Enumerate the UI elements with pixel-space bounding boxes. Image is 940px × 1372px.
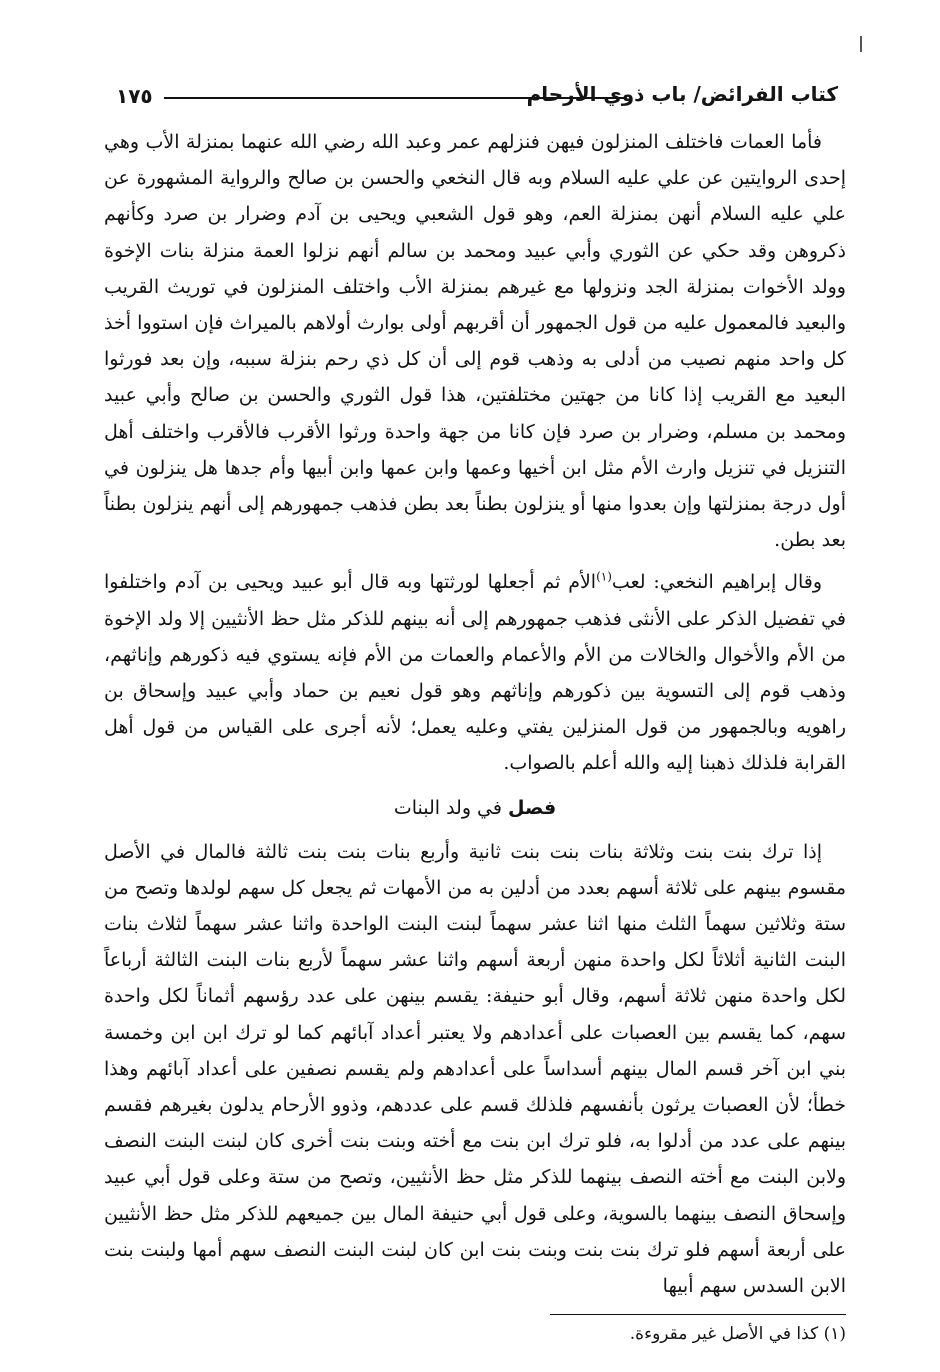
page-corner-mark [860,36,862,52]
footnote-reference: (١) [596,570,612,585]
footnote-text: كذا في الأصل غير مقروءة. [629,1324,819,1344]
footnote-rule [550,1314,846,1315]
section-heading-title: في ولد البنات [393,796,502,819]
section-heading [104,790,846,826]
paragraph-daughters: إذا ترك بنت بنت وثلاثة بنات بنت بنت ثانية وأربع بنات بنت بنت ثالثة فالمال في الأصل مقسوم بينهم على ثلاثة أسهم بعدد من أدلين به من الأمهات ثم يجعل كل سهم لولدها وتصح من ستة وثلاثين سهماً الثلث منها اثنا عشر سهماً لبنت البنت الواحدة واثنا عشر سهماً لثلاث بنات البنت الثانية أثلاثاً لكل واحدة منهن أربعة أسهم واثنا عشر سهماً لأربع بنات البنت الثالثة أرباعاً لكل واحدة منهن ثلاثة أسهم، وقال أبو حنيفة: يقسم بينهن على عدد رؤسهم أثماناً لكل واحدة سهم، كما يقسم بين العصبات على أعدادهم ولا يعتبر أعداد آبائهم كما لو ترك ابن ابن وخمسة بني ابن آخر قسم المال بينهم أسداساً على أعدادهم ولم يقسم نصفين على أعداد آبائهم وهذا خطأ؛ لأن العصبات يرثون بأنفسهم فلذلك قسم على عددهم، وذوو الأرحام يدلون بغيرهم فقسم بينهم على عدد من أدلوا به، فلو ترك ابن بنت مع أخته وبنت بنت أخرى كان لبنت البنت النصف ولابن البنت مع أخته النصف بينهما للذكر مثل حظ الأنثيين، وتصح من ستة وعلى قول أبي عبيد وإسحاق النصف بينهما بالسوية، وعلى قول أبي حنيفة المال بين جميعهم للذكر مثل حظ الأنثيين على أربعة أسهم فلو ترك بنت بنت وبنت بنت ابن كان لبنت البنت النصف سهم أمها ولبنت بنت الابن السدس سهم أبيها [104,840,846,1298]
running-title: كتاب الفرائض/ باب ذوي الأرحام [526,82,838,106]
paragraph-nakhai [104,564,846,781]
paragraph-nakhai-part-2: الأم ثم أجعلها لورثتها وبه قال أبو عبيد ويحيى بن آدم واختلفوا في تفضيل الذكر على الأنثى فذهب جمهورهم إلى أنه بينهم للذكر مثل حظ الأنثيين إلا ولد الإخوة من الأم والأخوال والخالات من الأم والأعمام والعمات من الأم فإنه يستوي فيه ذكورهم وإناثهم، وذهب قوم إلى التسوية بين ذكورهم وإناثهم وهو قول نعيم بن حماد وأبي عبيد وإسحاق بن راهويه وبالجمهور من قول المنزلين يفتي وعليه يعمل؛ لأنه أجرى على القياس من قول أهل القرابة فلذلك ذهبنا إليه والله أعلم بالصواب. [104,571,846,775]
page-number: ١٧٥ [116,84,153,108]
footnote-marker: (١) [823,1324,846,1344]
paragraph-nakhai-part-1: وقال إبراهيم النخعي: لعب [611,571,822,594]
paragraph-aunts: فأما العمات فاختلف المنزلون فيهن فنزلهم عمر وعبد الله رضي الله عنهما بمنزلة الأب وهي إحدى الروايتين عن علي عليه السلام وبه قال النخعي والحسن بن صالح والرواية المشهورة عن علي عليه السلام أنهن بمنزلة العم، وهو قول الشعبي ويحيى بن آدم وضرار بن صرد وكأنهم ذكروهن وقد حكي عن الثوري وأبي عبيد ومحمد بن سالم أنهم نزلوا العمة منزلة بنات الإخوة وولد الأخوات بمنزلة الجد ونزولها مع غيرهم بمنزلة الأب واختلف المنزلون في توريث القريب والبعيد فالمعمول عليه من قول الجمهور أن أقربهم أولى بوارث أولاهم بالميراث فإن استووا أخذ كل واحد منهم نصيب من أدلى به وذهب قوم إلى أن كل ذي رحم بنزلة سببه، وإن بعد فورثوا البعيد مع القريب إذا كانا من جهتين مختلفتين، هذا قول الثوري والحسن بن صالح وأبي عبيد ومحمد بن مسلم، وضرار بن صرد فإن كانا من جهة واحدة ورثوا الأقرب فالأقرب واختلف أهل التنزيل في تنزيل وارث الأم مثل ابن أخيها وعمها وابن عمها وابن أبيها وأم جدها هل ينزلون في أول درجة بمنزلتها وإن بعدوا منها أو ينزلون بطناً بعد بطن فذهب جمهورهم إلى أنهم ينزلون بطناً بعد بطن. [104,131,846,552]
main-text [104,124,846,1304]
page-header [108,80,838,114]
footnote [630,1321,846,1347]
section-heading-bold: فصل [508,796,557,819]
